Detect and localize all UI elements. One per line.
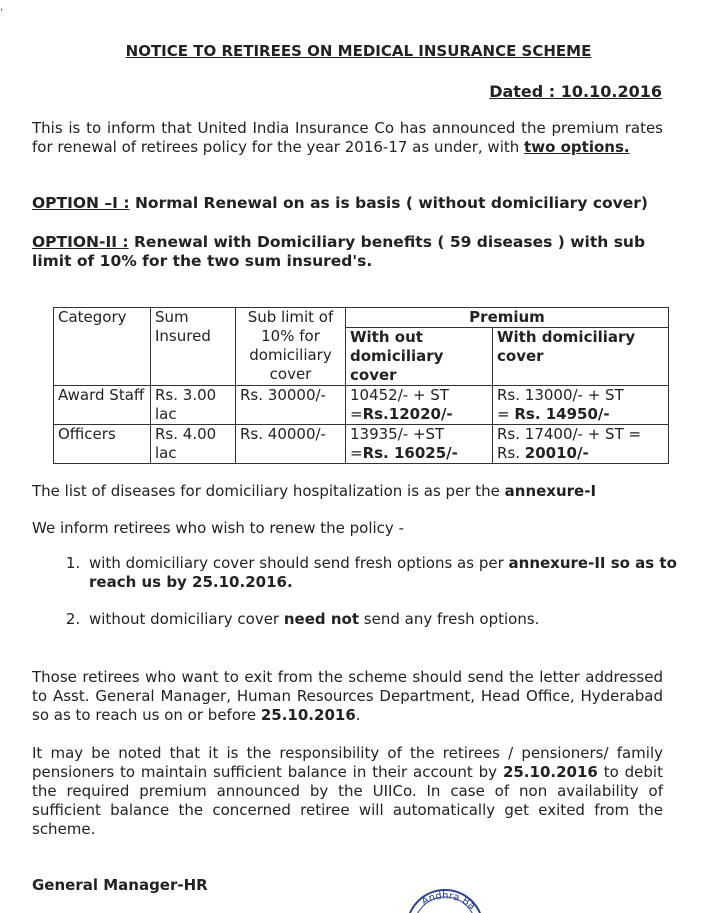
signature-line: General Manager-HR <box>32 876 208 894</box>
without-total-prefix: = <box>350 444 363 462</box>
exit-text: Those retirees who want to exit from the scheme should send the letter addressed to Asst. General Manager, Human Resources Department, Head Office, Hyderabad so as to reach us on or before <box>32 668 663 724</box>
svg-text:Andhra Ba <box>420 891 477 912</box>
note-paragraph <box>32 744 663 839</box>
exit-end: . <box>355 706 361 724</box>
exit-bold: 25.10.2016 <box>260 706 356 724</box>
option-one <box>32 194 672 213</box>
without-total-prefix: = <box>350 405 363 423</box>
annexure-line <box>32 482 663 501</box>
with-total-prefix: Rs. <box>497 444 525 462</box>
cell-with-premium <box>493 425 669 464</box>
list-item-bold: annexure-II so as to reach us by 25.10.2016. <box>89 554 677 591</box>
cell-category: Award Staff <box>54 386 151 425</box>
list-item-bold: need not <box>283 610 360 628</box>
intro-paragraph <box>32 119 663 157</box>
table-row <box>54 386 669 425</box>
inform-line: We inform retirees who wish to renew the policy - <box>32 519 404 537</box>
stamp-text: Andhra Ba <box>419 890 478 913</box>
cell-sum-insured: Rs. 4.00 lac <box>151 425 236 464</box>
intro-bold: two options. <box>524 138 630 156</box>
option-two <box>32 233 664 271</box>
with-total: 20010/- <box>524 444 589 462</box>
option-two-text: Renewal with Domiciliary benefits ( 59 diseases ) with sub limit of 10% for the two sum insured's. <box>32 233 646 270</box>
premium-table <box>53 307 669 464</box>
with-base: Rs. 17400/- + ST = <box>497 425 642 443</box>
without-base: 13935/- +ST <box>350 425 445 443</box>
with-total: Rs. 14950/- <box>514 405 610 423</box>
table-row <box>54 425 669 464</box>
header-sub-limit: Sub limit of 10% for domiciliary cover <box>236 308 346 386</box>
list-item-text: without domiciliary cover <box>89 610 280 628</box>
note-text-1: It may be noted that it is the responsibility of the retirees / pensioners/ family pensioners to maintain sufficient balance in their account by <box>32 744 663 781</box>
cell-category: Officers <box>54 425 151 464</box>
with-total-prefix: = <box>497 405 515 423</box>
annexure-bold: annexure-I <box>504 482 597 500</box>
cell-sum-insured: Rs. 3.00 lac <box>151 386 236 425</box>
option-two-label: OPTION-II : <box>32 233 129 251</box>
note-bold: 25.10.2016 <box>502 763 598 781</box>
exit-paragraph <box>32 668 663 725</box>
header-category: Category <box>54 308 151 386</box>
intro-text: This is to inform that United India Insurance Co has announced the premium rates for renewal of retirees policy for the year 2016-17 as under, with <box>32 119 663 156</box>
header-with-domiciliary: With domiciliary cover <box>493 328 669 386</box>
cell-sub-limit: Rs. 30000/- <box>236 386 346 425</box>
without-total: Rs. 16025/- <box>362 444 458 462</box>
list-item-text: with domiciliary cover should send fresh options as per <box>89 554 504 572</box>
cell-without-premium <box>346 425 493 464</box>
list-item-end: send any fresh options. <box>363 610 540 628</box>
note-text-2: to debit the required premium announced by the UIICo. In case of non availability of sufficient balance the concerned retiree will automatically get exited from the scheme. <box>32 763 663 838</box>
date-line: Dated : 10.10.2016 <box>489 82 662 101</box>
option-one-text: Normal Renewal on as is basis ( without domiciliary cover) <box>134 194 648 212</box>
header-premium: Premium <box>346 308 669 328</box>
header-without-domiciliary: With out domiciliary cover <box>346 328 493 386</box>
cell-with-premium <box>493 386 669 425</box>
cell-without-premium <box>346 386 493 425</box>
table-header-row <box>54 308 669 328</box>
option-one-label: OPTION –I : <box>32 194 130 212</box>
cell-sub-limit: Rs. 40000/- <box>236 425 346 464</box>
header-sum-insured: Sum Insured <box>151 308 236 386</box>
without-base: 10452/- + ST <box>350 386 449 404</box>
margin-mark: , <box>0 2 4 13</box>
renewal-list <box>55 554 695 629</box>
without-total: Rs.12020/- <box>362 405 453 423</box>
list-item <box>85 610 695 629</box>
with-base: Rs. 13000/- + ST <box>497 386 624 404</box>
page-title: NOTICE TO RETIREES ON MEDICAL INSURANCE SCHEME <box>125 42 592 60</box>
bank-stamp <box>400 888 490 913</box>
list-item <box>85 554 695 592</box>
annexure-text: The list of diseases for domiciliary hospitalization is as per the <box>32 482 500 500</box>
